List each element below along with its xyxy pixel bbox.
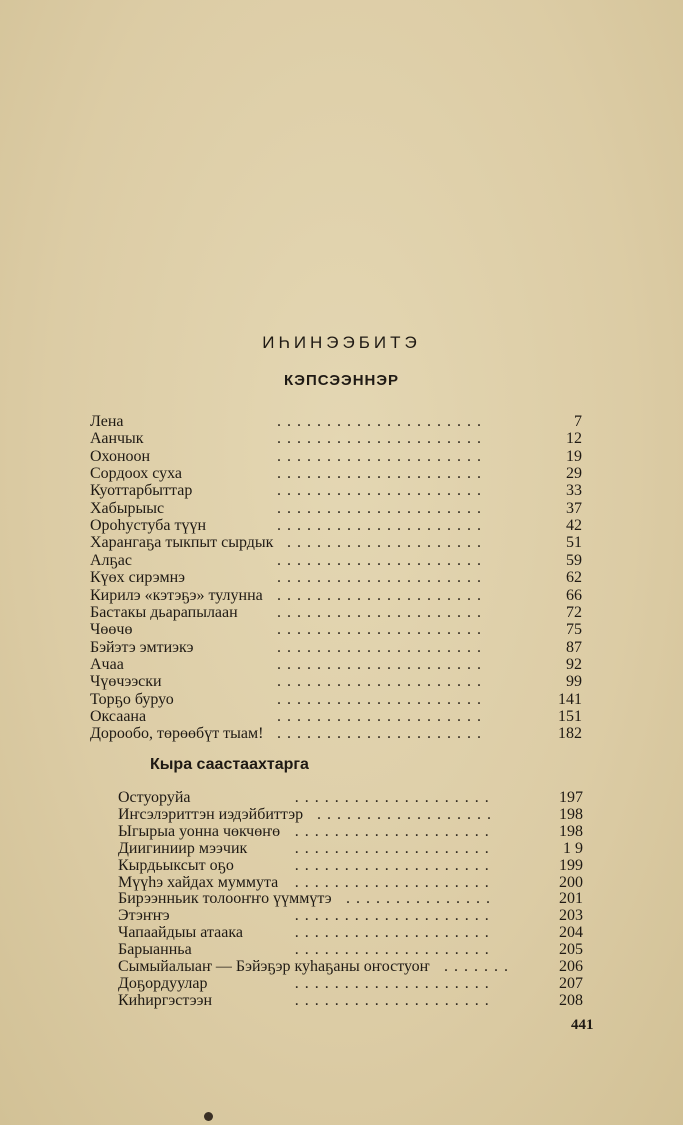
toc-entry — [90, 587, 582, 605]
toc-entry-title: Бэйэтэ эмтиэкэ — [90, 638, 194, 656]
toc-entry-title: Чапаайдыы атаака — [118, 924, 243, 942]
toc-entry-page: 87 — [566, 638, 582, 656]
toc-leader-dots: ..................... — [276, 517, 487, 535]
toc-entry-title: Куоттарбыттар — [90, 482, 193, 500]
toc-leader-dots: .................... — [294, 873, 495, 891]
toc-entry-page: 72 — [566, 603, 582, 621]
toc-entry-title: Сордоох суха — [90, 465, 182, 483]
toc-entry — [90, 673, 582, 691]
toc-entry-title: Дорообо, төрөөбүт тыам! — [90, 725, 264, 743]
toc-entry-page: 197 — [559, 789, 583, 806]
ink-speck — [204, 1112, 213, 1121]
toc-leader-dots: ..................... — [276, 690, 487, 708]
toc-entry-title: Сымыйалыаҥ — Бэйэҕэр куһаҕаны оҥостуоҥ — [118, 958, 430, 975]
toc-entry — [118, 992, 583, 1010]
toc-entry — [118, 874, 583, 892]
toc-entry-page: 99 — [566, 673, 582, 691]
toc-entry-page: 201 — [559, 890, 583, 908]
toc-entry-page: 12 — [566, 430, 582, 448]
toc-entry — [118, 975, 583, 993]
toc-entry-page: 29 — [566, 465, 582, 483]
toc-entry-page: 59 — [566, 551, 582, 569]
toc-entry-title: Оксаана — [90, 707, 147, 725]
toc-entry-page: 1 9 — [563, 839, 583, 857]
toc-leader-dots: ..................... — [276, 482, 487, 500]
toc-leader-dots: .................... — [294, 974, 495, 992]
toc-entry — [90, 621, 582, 639]
toc-entry-page: 203 — [559, 907, 583, 925]
toc-leader-dots: .................... — [294, 822, 495, 840]
toc-entry — [118, 857, 583, 875]
toc-leader-dots: .................... — [294, 991, 495, 1009]
toc-entry — [118, 840, 583, 858]
toc-entry-page: 33 — [566, 482, 582, 500]
toc-entry-page: 199 — [559, 856, 583, 874]
toc-entry — [90, 604, 582, 622]
section-heading: ИҺИНЭЭБИТЭ — [262, 333, 421, 352]
toc-leader-dots: .................... — [287, 534, 487, 552]
toc-entry-page: 51 — [566, 534, 582, 552]
toc-entry-title: Этэҥҥэ — [118, 907, 170, 925]
children-section-title: Кыра саастаахтарга — [150, 756, 309, 773]
toc-leader-dots: ..................... — [276, 621, 487, 639]
toc-entry-title: Остуоруйа — [118, 789, 191, 806]
toc-entry — [118, 823, 583, 841]
toc-leader-dots: .................... — [294, 941, 495, 959]
toc-entry-page: 206 — [559, 958, 583, 975]
toc-leader-dots: .................. — [317, 805, 497, 823]
toc-leader-dots: ..................... — [277, 586, 487, 604]
toc-leader-dots: .................... — [294, 907, 495, 925]
toc-entry-title: Лена — [90, 413, 124, 430]
toc-entry — [90, 413, 582, 431]
toc-entry-title: Алҕас — [90, 551, 132, 569]
toc-entry — [90, 534, 582, 552]
toc-entry-page: 92 — [566, 655, 582, 673]
toc-entry-title: Харангаҕа тыкпыт сырдык — [90, 534, 274, 552]
toc-entry — [118, 958, 583, 976]
toc-entry-title: Кирилэ «кэтэҕэ» тулунна — [90, 586, 263, 604]
toc-entry-page: 207 — [559, 974, 583, 992]
toc-entry-title: Аанчык — [90, 430, 144, 448]
toc-entry-title: Торҕо буруо — [90, 690, 174, 708]
toc-entry-page: 200 — [559, 873, 583, 891]
toc-entry-title: Доҕордуулар — [118, 974, 208, 992]
toc-entry-title: Киһиргэстээн — [118, 991, 213, 1009]
toc-leader-dots: .................... — [294, 789, 495, 806]
toc-entry — [90, 569, 582, 587]
toc-entry-page: 208 — [559, 991, 583, 1009]
toc-entry-title: Ыгырыа уонна чөкчөҥө — [118, 822, 281, 840]
toc-entry-page: 182 — [558, 725, 582, 743]
toc-entry — [90, 708, 582, 726]
toc-leader-dots: .................... — [294, 924, 495, 942]
toc-entry-title: Кырдьыксыт оҕо — [118, 856, 234, 874]
toc-leader-dots: ..................... — [276, 551, 487, 569]
toc-entry-title: Иҥсэлэриттэн иэдэйбиттэр — [118, 805, 304, 823]
toc-entry-page: 75 — [566, 621, 582, 639]
toc-leader-dots: ..................... — [276, 465, 487, 483]
toc-entry-page: 198 — [559, 805, 583, 823]
toc-entry — [90, 500, 582, 518]
toc-entry — [90, 430, 582, 448]
toc-leader-dots: ..................... — [276, 638, 487, 656]
toc-entry-title: Ачаа — [90, 655, 124, 673]
toc-entry — [118, 789, 583, 807]
toc-entry-title: Охоноон — [90, 447, 151, 465]
toc-leader-dots: ..................... — [276, 603, 487, 621]
toc-entry-page: 62 — [566, 569, 582, 587]
toc-entry-page: 198 — [559, 822, 583, 840]
toc-entry-page: 42 — [566, 517, 582, 535]
toc-entry — [118, 890, 583, 908]
toc-entry — [118, 907, 583, 925]
toc-entry-title: Бирээнньик толооҥҥо үүммүтэ — [118, 890, 332, 908]
toc-entry — [90, 691, 582, 709]
toc-leader-dots: ..................... — [276, 655, 487, 673]
toc-entry-title: Күөх сирэмнэ — [90, 569, 186, 587]
toc-entry — [118, 806, 583, 824]
toc-entry-page: 7 — [574, 413, 582, 430]
toc-leader-dots: ..................... — [276, 430, 487, 448]
toc-leader-dots: .................... — [294, 856, 495, 874]
toc-entry-title: Хабырыыс — [90, 499, 165, 517]
toc-entry-title: Барыанньа — [118, 941, 192, 959]
toc-entry — [90, 517, 582, 535]
contents-heading: КЭПСЭЭННЭР — [283, 372, 400, 389]
toc-entry-page: 151 — [558, 707, 582, 725]
toc-entry — [90, 639, 582, 657]
toc-entry — [90, 465, 582, 483]
toc-leader-dots: ..................... — [277, 725, 487, 743]
toc-entry — [118, 941, 583, 959]
toc-entry-title: Мүүһэ хайдах муммута — [118, 873, 279, 891]
toc-leader-dots: ..................... — [276, 673, 487, 691]
toc-leader-dots: ..................... — [276, 569, 487, 587]
toc-entry — [90, 725, 582, 743]
page-number: 441 — [571, 1017, 594, 1033]
toc-entry-title: Бастакы дьарапылаан — [90, 603, 238, 621]
toc-entry — [90, 448, 582, 466]
toc-leader-dots: ............... — [346, 890, 496, 908]
toc-entry — [90, 482, 582, 500]
toc-entry — [90, 552, 582, 570]
toc-leader-dots: ....... — [444, 958, 514, 975]
toc-leader-dots: .................... — [294, 839, 495, 857]
toc-entry-page: 66 — [566, 586, 582, 604]
toc-entry-page: 204 — [559, 924, 583, 942]
toc-entry-page: 37 — [566, 499, 582, 517]
toc-entry — [90, 656, 582, 674]
toc-entry-title: Диигиниир мээчик — [118, 839, 248, 857]
toc-entry-page: 141 — [558, 690, 582, 708]
toc-leader-dots: ..................... — [276, 413, 487, 430]
toc-entry — [118, 924, 583, 942]
toc-leader-dots: ..................... — [276, 499, 487, 517]
toc-leader-dots: ..................... — [276, 447, 487, 465]
toc-leader-dots: ..................... — [276, 707, 487, 725]
toc-entry-page: 19 — [566, 447, 582, 465]
toc-entry-title: Чүөчээски — [90, 673, 162, 691]
toc-entry-page: 205 — [559, 941, 583, 959]
toc-entry-title: Чөөчө — [90, 621, 133, 639]
toc-entry-title: Ороһустуба түүн — [90, 517, 207, 535]
